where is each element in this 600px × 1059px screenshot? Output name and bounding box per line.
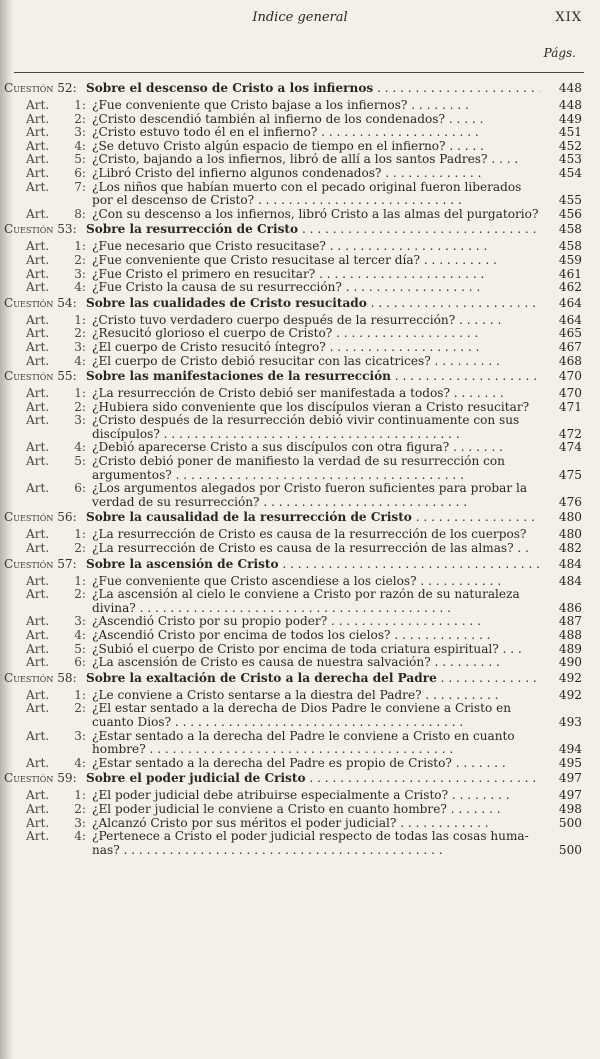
article-page: 449 (558, 111, 582, 126)
article-page: 458 (558, 239, 582, 254)
article-label: Art. (26, 413, 50, 428)
article-entry (4, 830, 582, 857)
article-title-line: ¿Fue conveniente que Cristo ascendiese a los cielos? . . . . . . . . . . . (92, 573, 502, 588)
article-number: 4: (74, 353, 86, 368)
article-page: 452 (558, 138, 582, 153)
article-page: 456 (558, 206, 582, 221)
article-title (92, 730, 540, 757)
article-title-line: ¿El cuerpo de Cristo debió resucitar con las cicatrices? . . . . . . . . . (92, 353, 500, 368)
article-title-line: ¿El estar sentado a la derecha de Dios Padre le conviene a Cristo en (92, 701, 512, 716)
article-entry (4, 615, 582, 629)
article-page: 451 (558, 125, 582, 140)
article-title (92, 208, 540, 222)
article-title (92, 588, 540, 615)
article-number: 4: (74, 755, 86, 770)
question-heading (4, 672, 582, 689)
article-page: 489 (558, 641, 582, 656)
article-title-line: ¿Con su descenso a los infiernos, libró Cristo a las almas del purgatorio? (92, 206, 539, 221)
article-number: 1: (74, 386, 86, 401)
article-number: 6: (74, 481, 86, 496)
article-page: 471 (558, 399, 582, 414)
article-page: 493 (558, 714, 582, 729)
article-entry (4, 482, 582, 509)
article-label: Art. (26, 252, 50, 267)
article-page: 454 (558, 165, 582, 180)
article-entry (4, 401, 582, 415)
article-page: 475 (558, 467, 582, 482)
article-entry (4, 689, 582, 703)
article-label: Art. (26, 573, 50, 588)
article-title (92, 482, 540, 509)
article-entry (4, 355, 582, 369)
article-number: 1: (74, 788, 86, 803)
question-label: Cuestión 57: (4, 556, 77, 571)
article-entry (4, 588, 582, 615)
article-entry (4, 153, 582, 167)
article-entry (4, 528, 582, 542)
article-number: 3: (74, 815, 86, 830)
article-title (92, 99, 540, 113)
article-title (92, 153, 540, 167)
article-number: 1: (74, 573, 86, 588)
article-entry (4, 181, 582, 208)
article-label: Art. (26, 587, 50, 602)
running-header (0, 8, 600, 30)
article-entry (4, 414, 582, 441)
question-label: Cuestión 55: (4, 369, 77, 384)
article-number: 2: (74, 587, 86, 602)
question-heading (4, 370, 582, 387)
article-title (92, 689, 540, 703)
article-page: 494 (558, 742, 582, 757)
article-entry (4, 113, 582, 127)
article-number: 2: (74, 326, 86, 341)
article-number: 5: (74, 641, 86, 656)
article-number: 3: (74, 413, 86, 428)
article-page: 492 (558, 687, 582, 702)
article-label: Art. (26, 788, 50, 803)
article-label: Art. (26, 98, 50, 112)
article-number: 3: (74, 339, 86, 354)
article-entry (4, 387, 582, 401)
article-number: 4: (74, 628, 86, 642)
question-heading (4, 223, 582, 240)
article-title-line: por el descenso de Cristo? . . . . . . . . . . . . . . . . . . . . . . . . . . . (92, 193, 462, 208)
question-page: 484 (558, 556, 582, 571)
article-title-line: ¿Debió aparecerse Cristo a sus discípulos con otra figura? . . . . . . . (92, 440, 504, 455)
article-title (92, 803, 540, 817)
article-title-line: ¿Los argumentos alegados por Cristo fueron suficientes para probar la (92, 481, 528, 496)
article-page: 453 (558, 152, 582, 167)
running-header-title: Indice general (252, 10, 348, 25)
article-title-line: ¿Ascendió Cristo por encima de todos los cielos? . . . . . . . . . . . . . (92, 628, 491, 642)
article-title-line: ¿La resurrección de Cristo es causa de la resurrección de las almas? . . (92, 541, 529, 556)
article-entry (4, 268, 582, 282)
article-page: 486 (558, 600, 582, 615)
article-title-line: ¿Subió el cuerpo de Cristo por encima de toda criatura espiritual? . . . (92, 641, 522, 656)
article-title-line: ¿Cristo tuvo verdadero cuerpo después de la resurrección? . . . . . . (92, 312, 502, 327)
article-entry (4, 656, 582, 670)
article-title-line: discípulos? . . . . . . . . . . . . . . . . . . . . . . . . . . . . . . . . . . . . . . . (92, 426, 460, 441)
question-title: Sobre el descenso de Cristo a los infiernos . . . (86, 82, 540, 96)
article-number: 2: (74, 701, 86, 716)
article-page: 484 (558, 573, 582, 588)
article-title-line: ¿Estar sentado a la derecha del Padre le conviene a Cristo en cuanto (92, 728, 515, 743)
article-title-line: ¿Fue conveniente que Cristo bajase a los infiernos? . . . . . . . . (92, 98, 469, 112)
article-number: 6: (74, 165, 86, 180)
article-label: Art. (26, 152, 50, 167)
article-label: Art. (26, 179, 50, 194)
question-title: Sobre la causalidad de la resurrección de Cristo . . . (86, 511, 540, 525)
article-label: Art. (26, 399, 50, 414)
article-number: 4: (74, 829, 86, 844)
article-title-line: ¿Alcanzó Cristo por sus méritos el poder judicial? . . . . . . . . . . . . (92, 815, 489, 830)
article-title (92, 167, 540, 181)
article-title (92, 817, 540, 831)
article-title-line: cuanto Dios? . . . . . . . . . . . . . . . . . . . . . . . . . . . . . . . . . . . . . . (92, 714, 464, 729)
article-entry (4, 314, 582, 328)
article-page: 490 (558, 655, 582, 670)
article-number: 2: (74, 801, 86, 816)
article-entry (4, 341, 582, 355)
article-number: 4: (74, 440, 86, 455)
article-title-line: ¿Cristo descendió también al infierno de los condenados? . . . . . (92, 111, 484, 126)
article-label: Art. (26, 339, 50, 354)
article-title (92, 181, 540, 208)
article-entry (4, 240, 582, 254)
article-title (92, 441, 540, 455)
article-title (92, 455, 540, 482)
table-of-contents (4, 80, 582, 857)
article-entry (4, 817, 582, 831)
question-page: 448 (558, 81, 582, 95)
article-number: 8: (74, 206, 86, 221)
article-title-line: ¿Se detuvo Cristo algún espacio de tiempo en el infierno? . . . . . (92, 138, 484, 153)
question-title: Sobre la ascensión de Cristo . . . (86, 558, 540, 572)
article-label: Art. (26, 165, 50, 180)
article-entry (4, 730, 582, 757)
article-title (92, 314, 540, 328)
article-page: 495 (558, 755, 582, 770)
article-title-line: ¿La ascensión de Cristo es causa de nuestra salvación? . . . . . . . . . (92, 655, 500, 670)
article-label: Art. (26, 829, 50, 844)
article-label: Art. (26, 111, 50, 126)
question-page: 464 (558, 295, 582, 310)
article-title (92, 387, 540, 401)
article-title (92, 757, 540, 771)
article-page: 497 (558, 788, 582, 803)
article-label: Art. (26, 728, 50, 743)
article-number: 5: (74, 454, 86, 469)
article-number: 3: (74, 614, 86, 629)
article-page: 461 (558, 266, 582, 281)
article-title-line: divina? . . . . . . . . . . . . . . . . . . . . . . . . . . . . . . . . . . . . . . . . . (92, 600, 452, 615)
article-label: Art. (26, 206, 50, 221)
article-title (92, 126, 540, 140)
article-title (92, 643, 540, 657)
question-title: Sobre las manifestaciones de la resurrección . . . (86, 370, 540, 384)
article-title (92, 656, 540, 670)
article-entry (4, 643, 582, 657)
article-title-line: ¿Resucitó glorioso el cuerpo de Cristo? . . . . . . . . . . . . . . . . . . . (92, 326, 479, 341)
article-entry (4, 126, 582, 140)
article-title (92, 830, 540, 857)
article-label: Art. (26, 138, 50, 153)
article-title-line: ¿Cristo, bajando a los infiernos, libró de allí a los santos Padres? . . . . (92, 152, 519, 167)
article-page: 455 (558, 193, 582, 208)
article-entry (4, 167, 582, 181)
article-number: 2: (74, 399, 86, 414)
article-number: 1: (74, 312, 86, 327)
article-label: Art. (26, 641, 50, 656)
pages-column-label: Págs. (543, 46, 576, 60)
article-page: 487 (558, 614, 582, 629)
article-number: 1: (74, 687, 86, 702)
article-title-line: ¿Los niños que habían muerto con el pecado original fueron liberados (92, 179, 522, 194)
article-title-line: ¿La ascensión al cielo le conviene a Cristo por razón de su naturaleza (92, 587, 520, 602)
article-page: 500 (558, 815, 582, 830)
question-title: Sobre el poder judicial de Cristo . . . (86, 772, 540, 786)
article-entry (4, 542, 582, 556)
article-title-line: ¿Libró Cristo del infierno algunos condenados? . . . . . . . . . . . . . (92, 165, 482, 180)
article-title-line: ¿El cuerpo de Cristo resucitó íntegro? . . . . . . . . . . . . . . . . . . . . (92, 339, 480, 354)
question-heading (4, 297, 582, 314)
article-label: Art. (26, 239, 50, 254)
article-title-line: ¿Cristo estuvo todo él en el infierno? . . . . . . . . . . . . . . . . . . . . . (92, 125, 479, 140)
article-number: 7: (74, 179, 86, 194)
article-entry (4, 441, 582, 455)
article-title (92, 702, 540, 729)
article-number: 2: (74, 252, 86, 267)
article-label: Art. (26, 440, 50, 455)
article-number: 1: (74, 98, 86, 112)
article-label: Art. (26, 628, 50, 642)
article-title (92, 575, 540, 589)
article-title (92, 254, 540, 268)
article-label: Art. (26, 541, 50, 556)
article-label: Art. (26, 326, 50, 341)
article-label: Art. (26, 755, 50, 770)
header-rule (14, 72, 584, 73)
article-title-line: ¿Fue conveniente que Cristo resucitase al tercer día? . . . . . . . . . . (92, 252, 497, 267)
question-heading (4, 772, 582, 789)
article-page: 462 (558, 280, 582, 295)
article-title-line: ¿El poder judicial debe atribuirse especialmente a Cristo? . . . . . . . . (92, 788, 510, 803)
article-number: 2: (74, 111, 86, 126)
article-entry (4, 99, 582, 113)
article-title-line: nas? . . . . . . . . . . . . . . . . . . . . . . . . . . . . . . . . . . . . . . . . . . (92, 842, 443, 857)
article-entry (4, 803, 582, 817)
article-entry (4, 327, 582, 341)
question-page: 458 (558, 222, 582, 237)
question-label: Cuestión 54: (4, 295, 77, 310)
article-title-line: hombre? . . . . . . . . . . . . . . . . . . . . . . . . . . . . . . . . . . . . . . . . (92, 742, 454, 757)
article-title-line: verdad de su resurrección? . . . . . . . . . . . . . . . . . . . . . . . . . . . (92, 494, 468, 509)
article-title-line: ¿La resurrección de Cristo debió ser manifestada a todos? . . . . . . . (92, 386, 504, 401)
article-entry (4, 281, 582, 295)
article-title (92, 341, 540, 355)
article-title-line: ¿Le conviene a Cristo sentarse a la diestra del Padre? . . . . . . . . . . (92, 687, 499, 702)
article-title (92, 355, 540, 369)
article-number: 6: (74, 655, 86, 670)
article-page: 480 (558, 527, 582, 542)
question-label: Cuestión 59: (4, 771, 77, 786)
article-title (92, 327, 540, 341)
article-title (92, 542, 540, 556)
question-page: 492 (558, 670, 582, 685)
article-title (92, 414, 540, 441)
article-number: 3: (74, 266, 86, 281)
article-title-line: ¿Ascendió Cristo por su propio poder? . . . . . . . . . . . . . . . . . . . . (92, 614, 481, 629)
article-page: 448 (558, 98, 582, 112)
question-label: Cuestión 53: (4, 222, 77, 237)
article-title (92, 281, 540, 295)
article-page: 468 (558, 353, 582, 368)
article-label: Art. (26, 701, 50, 716)
article-entry (4, 208, 582, 222)
article-label: Art. (26, 481, 50, 496)
article-label: Art. (26, 280, 50, 295)
article-title-line: ¿Cristo después de la resurrección debió vivir continuamente con sus (92, 413, 520, 428)
question-title: Sobre la resurrección de Cristo . . . (86, 223, 540, 237)
page-number: XIX (555, 10, 582, 25)
question-page: 480 (558, 510, 582, 525)
article-entry (4, 254, 582, 268)
article-title (92, 240, 540, 254)
article-entry (4, 702, 582, 729)
article-title-line: ¿Fue necesario que Cristo resucitase? . . . . . . . . . . . . . . . . . . . . . (92, 239, 488, 254)
article-title-line: ¿Hubiera sido conveniente que los discípulos vieran a Cristo resucitar? (92, 399, 530, 414)
article-page: 482 (558, 541, 582, 556)
article-label: Art. (26, 125, 50, 140)
question-heading (4, 82, 582, 99)
article-title (92, 140, 540, 154)
question-page: 470 (558, 369, 582, 384)
question-label: Cuestión 56: (4, 510, 77, 525)
question-page: 497 (558, 771, 582, 786)
article-entry (4, 575, 582, 589)
article-number: 2: (74, 541, 86, 556)
question-label: Cuestión 52: (4, 81, 77, 95)
article-page: 465 (558, 326, 582, 341)
article-title (92, 789, 540, 803)
question-heading (4, 511, 582, 528)
article-page: 472 (558, 426, 582, 441)
article-title-line: argumentos? . . . . . . . . . . . . . . . . . . . . . . . . . . . . . . . . . . . . . . (92, 467, 464, 482)
article-label: Art. (26, 266, 50, 281)
article-title-line: ¿Fue Cristo la causa de su resurrección? . . . . . . . . . . . . . . . . . . (92, 280, 481, 295)
question-label: Cuestión 58: (4, 670, 77, 685)
question-title: Sobre las cualidades de Cristo resucitado . . . (86, 297, 540, 311)
article-title-line: ¿El poder judicial le conviene a Cristo en cuanto hombre? . . . . . . . (92, 801, 501, 816)
article-number: 1: (74, 527, 86, 542)
article-number: 1: (74, 239, 86, 254)
article-title (92, 528, 540, 542)
article-page: 498 (558, 801, 582, 816)
article-page: 474 (558, 440, 582, 455)
article-label: Art. (26, 312, 50, 327)
article-number: 5: (74, 152, 86, 167)
article-label: Art. (26, 353, 50, 368)
article-title-line: ¿Estar sentado a la derecha del Padre es propio de Cristo? . . . . . . . (92, 755, 506, 770)
question-heading (4, 558, 582, 575)
article-entry (4, 455, 582, 482)
article-entry (4, 629, 582, 643)
article-title-line: ¿Fue Cristo el primero en resucitar? . . . . . . . . . . . . . . . . . . . . . . (92, 266, 485, 281)
article-title-line: ¿Cristo debió poner de manifiesto la verdad de su resurrección con (92, 454, 505, 469)
article-label: Art. (26, 527, 50, 542)
article-page: 467 (558, 339, 582, 354)
article-label: Art. (26, 815, 50, 830)
article-page: 500 (558, 842, 582, 857)
article-title (92, 268, 540, 282)
article-page: 470 (558, 386, 582, 401)
article-page: 488 (558, 628, 582, 642)
article-entry (4, 757, 582, 771)
article-label: Art. (26, 655, 50, 670)
article-title (92, 629, 540, 643)
article-label: Art. (26, 454, 50, 469)
article-page: 459 (558, 252, 582, 267)
article-page: 464 (558, 312, 582, 327)
article-title (92, 401, 540, 415)
article-number: 3: (74, 728, 86, 743)
article-label: Art. (26, 801, 50, 816)
question-title: Sobre la exaltación de Cristo a la derecha del Padre . . . (86, 672, 540, 686)
article-label: Art. (26, 386, 50, 401)
article-title (92, 615, 540, 629)
article-number: 4: (74, 138, 86, 153)
article-number: 4: (74, 280, 86, 295)
article-number: 3: (74, 125, 86, 140)
article-title-line: ¿Pertenece a Cristo el poder judicial respecto de todas las cosas huma- (92, 829, 529, 844)
article-entry (4, 140, 582, 154)
article-entry (4, 789, 582, 803)
article-page: 476 (558, 494, 582, 509)
article-title (92, 113, 540, 127)
article-label: Art. (26, 614, 50, 629)
article-label: Art. (26, 687, 50, 702)
article-title-line: ¿La resurrección de Cristo es causa de la resurrección de los cuerpos? (92, 527, 527, 542)
